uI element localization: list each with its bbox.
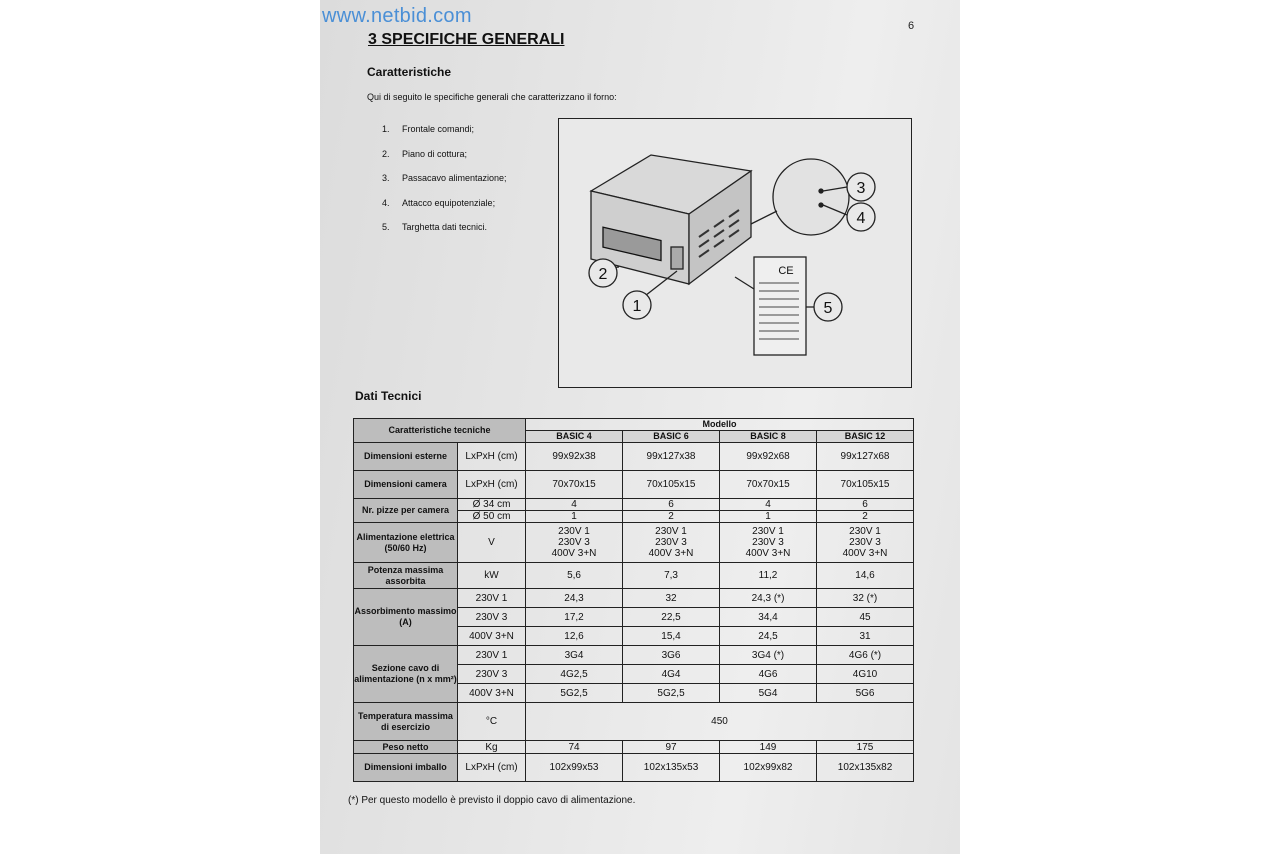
table-row: [354, 703, 914, 741]
table-cell: 74: [526, 741, 623, 754]
row-label: Temperatura massima di esercizio: [354, 703, 458, 741]
table-cell: 11,2: [720, 563, 817, 589]
table-cell: 102x135x53: [623, 754, 720, 782]
list-item: 3. Passacavo alimentazione;: [382, 173, 507, 183]
table-cell: 4G4: [623, 665, 720, 684]
list-item: 5. Targhetta dati tecnici.: [382, 222, 488, 232]
row-label: Alimentazione elettrica (50/60 Hz): [354, 523, 458, 563]
table-row: [354, 741, 914, 754]
callout-3: 3: [856, 180, 866, 197]
table-cell: 97: [623, 741, 720, 754]
row-label: Nr. pizze per camera: [354, 499, 458, 523]
footnote: (*) Per questo modello è previsto il doppio cavo di alimentazione.: [348, 795, 636, 806]
table-cell: 34,4: [720, 608, 817, 627]
table-cell: 230V 1 230V 3 400V 3+N: [720, 523, 817, 563]
table-cell: 32: [623, 589, 720, 608]
model-basic-8: BASIC 8: [720, 431, 817, 443]
callout-4: 4: [856, 210, 866, 227]
section-title: 3 SPECIFICHE GENERALI: [368, 31, 565, 48]
table-cell: 5G2,5: [526, 684, 623, 703]
table-cell: 4: [720, 499, 817, 511]
table-cell: 5G4: [720, 684, 817, 703]
oven-illustration: [559, 119, 911, 387]
table-cell: 5,6: [526, 563, 623, 589]
row-unit: LxPxH (cm): [458, 754, 526, 782]
row-label: Sezione cavo di alimentazione (n x mm²): [354, 646, 458, 703]
table-cell: 450: [526, 703, 914, 741]
subtitle-caratteristiche: Caratteristiche: [367, 65, 452, 79]
table-row: [354, 499, 914, 511]
table-cell: 230V 1 230V 3 400V 3+N: [817, 523, 914, 563]
ce-mark: CE: [778, 265, 794, 277]
table-cell: 102x99x82: [720, 754, 817, 782]
feature-list: [382, 124, 507, 247]
row-unit: LxPxH (cm): [458, 471, 526, 499]
model-basic-6: BASIC 6: [623, 431, 720, 443]
row-unit: Ø 34 cm: [458, 499, 526, 511]
row-label: Peso netto: [354, 741, 458, 754]
row-unit: 230V 3: [458, 608, 526, 627]
table-cell: 15,4: [623, 627, 720, 646]
row-label: Dimensioni camera: [354, 471, 458, 499]
table-cell: 45: [817, 608, 914, 627]
table-cell: 4G6: [720, 665, 817, 684]
table-cell: 3G4: [526, 646, 623, 665]
table-cell: 14,6: [817, 563, 914, 589]
table-cell: 4G2,5: [526, 665, 623, 684]
table-cell: 102x135x82: [817, 754, 914, 782]
table-row: [354, 443, 914, 471]
row-unit: Kg: [458, 741, 526, 754]
table-cell: 5G2,5: [623, 684, 720, 703]
row-label: Assorbimento massimo (A): [354, 589, 458, 646]
table-row: [354, 419, 914, 431]
table-cell: 12,6: [526, 627, 623, 646]
table-row: [354, 523, 914, 563]
callout-2: 2: [598, 266, 608, 283]
left-background: [0, 0, 320, 854]
list-item: 1. Frontale comandi;: [382, 124, 475, 134]
table-row: [354, 646, 914, 665]
page-number: 6: [908, 20, 915, 32]
table-cell: 31: [817, 627, 914, 646]
table-cell: 230V 1 230V 3 400V 3+N: [623, 523, 720, 563]
row-unit: 400V 3+N: [458, 684, 526, 703]
table-cell: 99x92x68: [720, 443, 817, 471]
table-cell: 70x105x15: [817, 471, 914, 499]
row-unit: 230V 1: [458, 646, 526, 665]
callout-1: 1: [632, 298, 642, 315]
table-cell: 7,3: [623, 563, 720, 589]
table-cell: 24,3 (*): [720, 589, 817, 608]
table-cell: 102x99x53: [526, 754, 623, 782]
row-label: Dimensioni esterne: [354, 443, 458, 471]
header-features: Caratteristiche tecniche: [354, 419, 526, 443]
document-page: [320, 0, 960, 854]
table-cell: 99x127x68: [817, 443, 914, 471]
table-cell: 24,3: [526, 589, 623, 608]
table-cell: 2: [623, 511, 720, 523]
table-cell: 70x70x15: [720, 471, 817, 499]
header-model: Modello: [526, 419, 914, 431]
table-cell: 22,5: [623, 608, 720, 627]
table-cell: 230V 1 230V 3 400V 3+N: [526, 523, 623, 563]
table-row: [354, 589, 914, 608]
table-cell: 5G6: [817, 684, 914, 703]
table-cell: 4G10: [817, 665, 914, 684]
table-cell: 1: [720, 511, 817, 523]
table-cell: 175: [817, 741, 914, 754]
row-label: Dimensioni imballo: [354, 754, 458, 782]
table-cell: 1: [526, 511, 623, 523]
table-cell: 99x92x38: [526, 443, 623, 471]
table-cell: 70x105x15: [623, 471, 720, 499]
table-row: [354, 754, 914, 782]
table-cell: 6: [623, 499, 720, 511]
right-background: [960, 0, 1280, 854]
table-cell: 70x70x15: [526, 471, 623, 499]
table-cell: 4: [526, 499, 623, 511]
table-cell: 149: [720, 741, 817, 754]
intro-text: Qui di seguito le specifiche generali che caratterizzano il forno:: [367, 92, 617, 102]
list-item: 4. Attacco equipotenziale;: [382, 197, 496, 208]
row-unit: Ø 50 cm: [458, 511, 526, 523]
table-cell: 99x127x38: [623, 443, 720, 471]
table-cell: 4G6 (*): [817, 646, 914, 665]
row-unit: V: [458, 523, 526, 563]
row-unit: °C: [458, 703, 526, 741]
tech-data-title: Dati Tecnici: [355, 389, 422, 403]
row-unit: 230V 3: [458, 665, 526, 684]
table-cell: 3G6: [623, 646, 720, 665]
row-unit: 230V 1: [458, 589, 526, 608]
tech-spec-table: [353, 418, 914, 782]
table-cell: 6: [817, 499, 914, 511]
row-unit: LxPxH (cm): [458, 443, 526, 471]
row-unit: 400V 3+N: [458, 627, 526, 646]
oven-diagram: [558, 118, 912, 388]
table-cell: 32 (*): [817, 589, 914, 608]
table-cell: 3G4 (*): [720, 646, 817, 665]
row-unit: kW: [458, 563, 526, 589]
table-cell: 24,5: [720, 627, 817, 646]
table-cell: 17,2: [526, 608, 623, 627]
table-cell: 2: [817, 511, 914, 523]
watermark-link[interactable]: www.netbid.com: [322, 5, 472, 27]
table-row: [354, 563, 914, 589]
row-label: Potenza massima assorbita: [354, 563, 458, 589]
callout-5: 5: [823, 300, 833, 317]
model-basic-4: BASIC 4: [526, 431, 623, 443]
model-basic-12: BASIC 12: [817, 431, 914, 443]
list-item: 2. Piano di cottura;: [382, 148, 468, 159]
table-row: [354, 471, 914, 499]
